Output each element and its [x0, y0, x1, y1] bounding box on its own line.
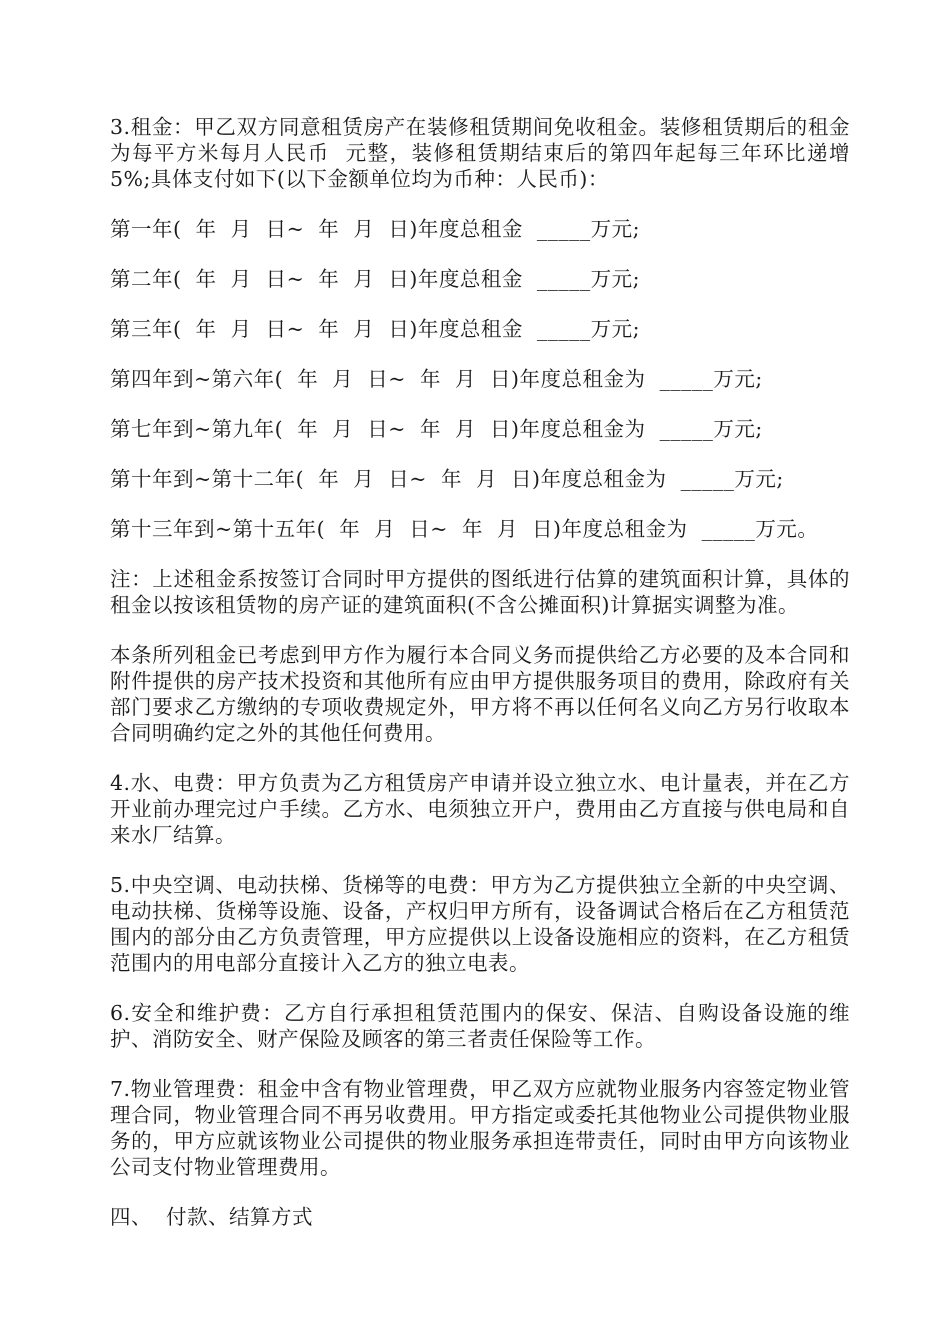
rent-year-2-line: 第二年( 年 月 日~ 年 月 日)年度总租金 _____万元;: [110, 267, 641, 291]
document-body: [110, 114, 850, 1230]
security-maintenance-clause-paragraph: 6.安全和维护费：乙方自行承担租赁范围内的保安、保洁、自购设备设施的维护、消防安全、财产保险及顾客的第三者责任保险等工作。: [110, 1001, 850, 1051]
rent-year-4-6-line: 第四年到~第六年( 年 月 日~ 年 月 日)年度总租金为 _____万元;: [110, 367, 763, 391]
rent-year-7-9-line: 第七年到~第九年( 年 月 日~ 年 月 日)年度总租金为 _____万元;: [110, 417, 763, 441]
rent-clause-paragraph: 3.租金：甲乙双方同意租赁房产在装修租赁期间免收租金。装修租赁期后的租金为每平方米每月人民币 元整，装修租赁期结束后的第四年起每三年环比递增5%;具体支付如下(以下金额单位均为币种：人民币)：: [110, 115, 850, 191]
hvac-elevator-clause-paragraph: 5.中央空调、电动扶梯、货梯等的电费：甲方为乙方提供独立全新的中央空调、电动扶梯、货梯等设施、设备，产权归甲方所有，设备调试合格后在乙方租赁范围内的部分由乙方负责管理，甲方应提供以上设备设施相应的资料，在乙方租赁范围内的用电部分直接计入乙方的独立电表。: [110, 873, 850, 975]
rent-year-13-15-line: 第十三年到~第十五年( 年 月 日~ 年 月 日)年度总租金为 _____万元。: [110, 517, 819, 541]
utilities-clause-paragraph: 4.水、电费：甲方负责为乙方租赁房产申请并设立独立水、电计量表，并在乙方开业前办理完过户手续。乙方水、电须独立开户，费用由乙方直接与供电局和自来水厂结算。: [110, 771, 850, 847]
property-management-clause-paragraph: 7.物业管理费：租金中含有物业管理费，甲乙双方应就物业服务内容签定物业管理合同，物业管理合同不再另收费用。甲方指定或委托其他物业公司提供物业服务的，甲方应就该物业公司提供的物业服务承担连带责任，同时由甲方向该物业公司支付物业管理费用。: [110, 1077, 850, 1179]
rent-year-1-line: 第一年( 年 月 日~ 年 月 日)年度总租金 _____万元;: [110, 217, 641, 241]
section-heading-payment: 四、 付款、结算方式: [110, 1205, 314, 1229]
rent-year-3-line: 第三年( 年 月 日~ 年 月 日)年度总租金 _____万元;: [110, 317, 641, 341]
rent-scope-paragraph: 本条所列租金已考虑到甲方作为履行本合同义务而提供给乙方必要的及本合同和附件提供的房产技术投资和其他所有应由甲方提供服务项目的费用，除政府有关部门要求乙方缴纳的专项收费规定外，甲方将不再以任何名义向乙方另行收取本合同明确约定之外的其他任何费用。: [110, 643, 850, 745]
rent-note-paragraph: 注：上述租金系按签订合同时甲方提供的图纸进行估算的建筑面积计算，具体的租金以按该租赁物的房产证的建筑面积(不含公摊面积)计算据实调整为准。: [110, 567, 850, 617]
rent-year-10-12-line: 第十年到~第十二年( 年 月 日~ 年 月 日)年度总租金为 _____万元;: [110, 467, 784, 491]
